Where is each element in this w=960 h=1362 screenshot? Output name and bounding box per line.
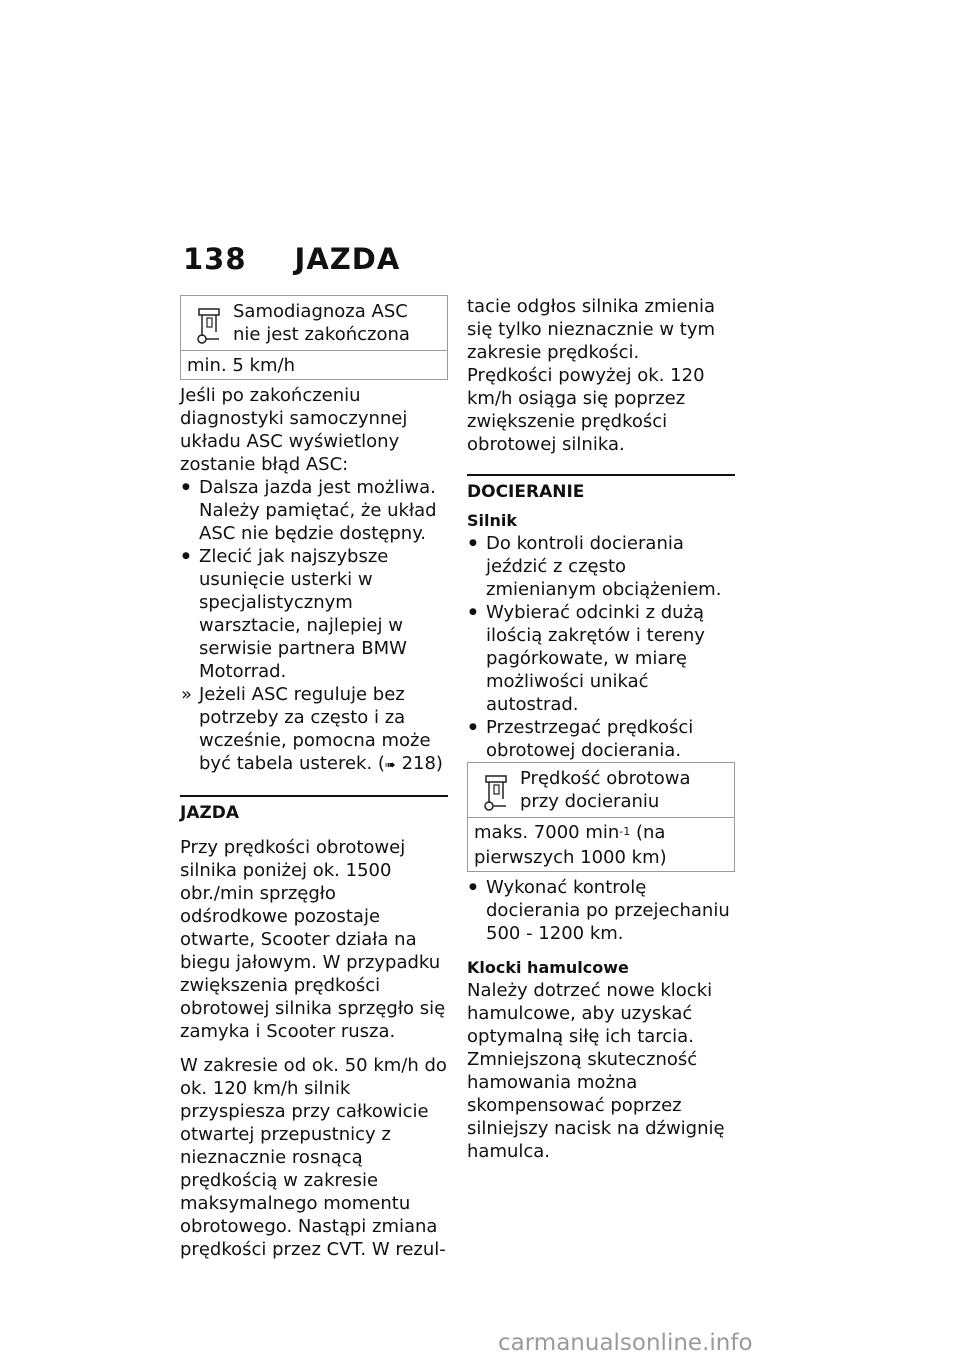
list-item: ● Zlecić jak najszybsze usunięcie usterki w specjalistycznym warsztacie, najlepiej w serwisie partnera BMW Motorrad. xyxy=(180,545,448,683)
speedometer-icon xyxy=(480,773,514,813)
page-reference[interactable]: 218) xyxy=(401,753,443,774)
subheading-engine: Silnik xyxy=(467,511,518,530)
spec-value-note: (na pierwszych 1000 km) xyxy=(474,822,667,868)
list-item: ● Do kontroli docierania jeździć z często zmienianym obciążeniem. xyxy=(467,532,735,601)
spec-value xyxy=(468,818,734,871)
paragraph: W zakresie od ok. 50 km/h do ok. 120 km/h silnik przyspiesza przy całkowicie otwartej przepustnicy z nieznacznie rosnącą prędkością w zakresie maksymalnego momentu obrotowego. Nastąpi zmiana prędkości przez CVT. W rezul- xyxy=(180,1055,447,1260)
engine-bullet-list-cont xyxy=(467,876,735,945)
list-item: ● Dalsza jazda jest możliwa. Należy pamiętać, że układ ASC nie będzie dostępny. xyxy=(180,476,448,545)
result-text: Jeżeli ASC reguluje bez potrzeby za często i za wcześnie, pomocna może być tabela usterek. ( xyxy=(199,684,431,774)
engine-bullet-list xyxy=(467,532,735,762)
subheading-brake-pads: Klocki hamulcowe xyxy=(467,958,629,977)
result-item xyxy=(180,683,448,777)
paragraph: Prędkości powyżej ok. 120 km/h osiąga się poprzez zwiększenie prędkości obrotowej silnika. xyxy=(467,365,705,455)
paragraph: tacie odgłos silnika zmienia się tylko nieznacznie w tym zakresie prędkości. xyxy=(467,296,716,363)
list-item: ● Przestrzegać prędkości obrotowej docierania. xyxy=(467,716,735,762)
speedometer-icon xyxy=(193,306,227,346)
spec-title: Samodiagnoza ASC nie jest zakończona xyxy=(233,301,410,345)
left-column xyxy=(180,295,448,1261)
list-item: ● Wykonać kontrolę docierania po przejechaniu 500 - 1200 km. xyxy=(467,876,735,945)
paragraph: Należy dotrzeć nowe klocki hamulcowe, aby uzyskać optymalną siłę ich tarcia. Zmniejszoną skuteczność hamowania można skompensować poprzez silniejszy nacisk na dźwignię hamulca. xyxy=(467,980,725,1162)
right-column xyxy=(467,295,735,1163)
spec-box xyxy=(180,295,448,380)
section-title-jazda: JAZDA xyxy=(180,795,448,825)
reference-arrow-icon: ➠ xyxy=(384,758,396,773)
page-header xyxy=(183,242,400,276)
spec-title: Prędkość obrotowa przy docieraniu xyxy=(520,768,691,812)
page-number: 138 xyxy=(183,242,247,276)
chapter-title: JAZDA xyxy=(294,242,401,276)
error-bullet-list xyxy=(180,476,448,777)
list-item: ● Wybierać odcinki z dużą ilością zakrętów i tereny pagórkowate, w miarę możliwości unikać autostrad. xyxy=(467,601,735,716)
watermark: carmanualsonline.info xyxy=(498,1330,753,1356)
section-title-docieranie: DOCIERANIE xyxy=(467,474,735,504)
spec-value-exponent: -1 xyxy=(619,825,631,838)
spec-value-main: maks. 7000 min xyxy=(474,822,620,843)
paragraph: Przy prędkości obrotowej silnika poniżej ok. 1500 obr./min sprzęgło odśrodkowe pozostaje otwarte, Scooter działa na biegu jałowym. W przypadku zwiększenia prędkości obrotowej silnika sprzęgło się zamyka i Scooter rusza. xyxy=(180,837,446,1042)
intro-text: Jeśli po zakończeniu diagnostyki samoczynnej układu ASC wyświetlony zostanie błąd ASC: xyxy=(180,385,408,475)
spec-box xyxy=(467,762,735,872)
spec-value: min. 5 km/h xyxy=(187,355,295,376)
